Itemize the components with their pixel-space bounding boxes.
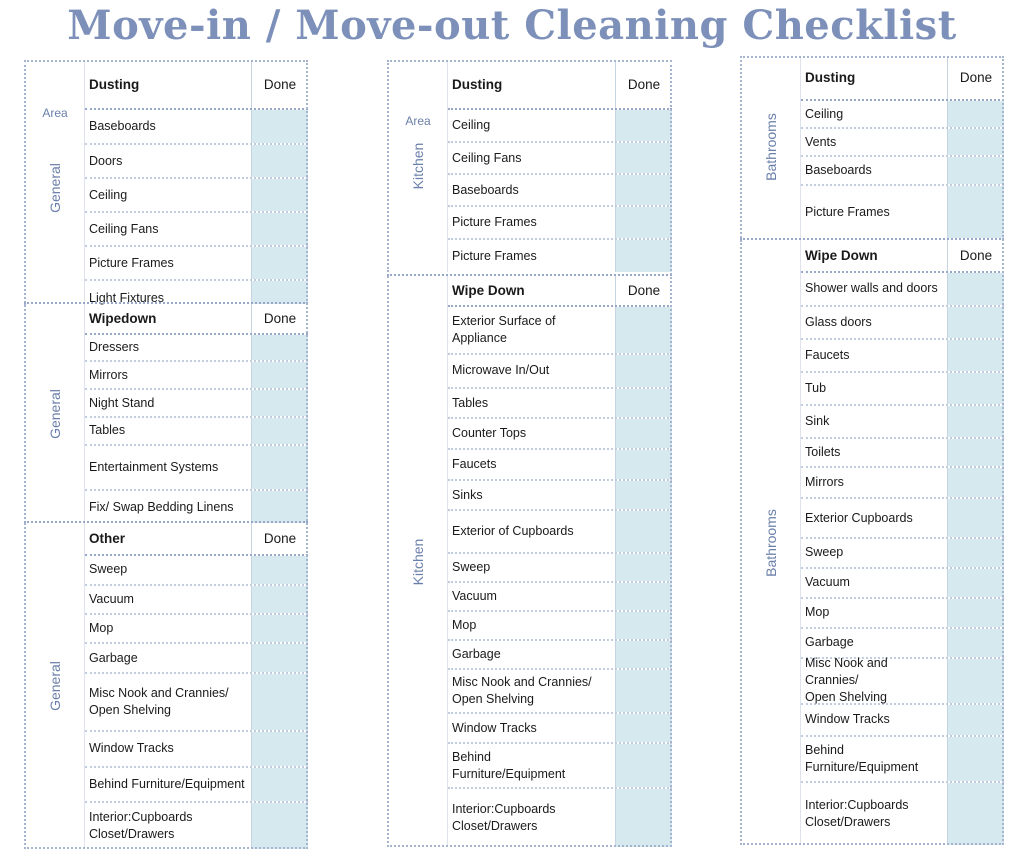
- done-checkbox-cell[interactable]: [615, 450, 672, 479]
- done-checkbox-cell[interactable]: [947, 705, 1004, 736]
- task-list: [800, 240, 1004, 845]
- task-label: Vacuum: [805, 575, 850, 590]
- task-row: [801, 539, 1004, 569]
- section-header-row: [85, 523, 308, 556]
- task-label: Sweep: [452, 559, 491, 574]
- section-header-row: [448, 60, 672, 110]
- done-checkbox-cell[interactable]: [615, 481, 672, 509]
- task-row: [448, 612, 672, 641]
- task-label: Picture Frames: [805, 204, 890, 219]
- task-label: Shower walls and doors: [805, 281, 938, 296]
- task-row: [448, 389, 672, 420]
- task-row: [801, 569, 1004, 599]
- area-column: [740, 240, 800, 845]
- task-label: Vents: [805, 134, 837, 149]
- done-checkbox-cell[interactable]: [947, 737, 1004, 781]
- task-row: [448, 481, 672, 511]
- done-checkbox-cell[interactable]: [615, 175, 672, 205]
- done-checkbox-cell[interactable]: [947, 629, 1004, 657]
- task-row: [85, 213, 308, 247]
- task-label: Window Tracks: [452, 720, 537, 735]
- task-label: Glass doors: [805, 314, 872, 329]
- done-checkbox-cell[interactable]: [947, 273, 1004, 305]
- task-list: [447, 60, 672, 272]
- task-label: Garbage: [452, 646, 501, 661]
- section-header-row: [85, 304, 308, 335]
- task-label: Ceiling: [89, 187, 128, 202]
- task-list: [800, 56, 1004, 238]
- area-column: [387, 60, 447, 272]
- task-label: Ceiling: [805, 106, 844, 121]
- task-list: [84, 523, 308, 849]
- section-header: Wipe Down: [805, 247, 878, 263]
- task-row: [85, 491, 308, 523]
- task-row: [801, 406, 1004, 439]
- area-label: Bathrooms: [763, 508, 779, 577]
- task-label: Toilets: [805, 445, 841, 460]
- task-label: Picture Frames: [452, 215, 537, 229]
- done-checkbox-cell[interactable]: [947, 439, 1004, 466]
- task-row: [801, 439, 1004, 468]
- task-label: Sinks: [452, 487, 483, 502]
- task-label: Mop: [805, 605, 830, 620]
- task-row: [801, 468, 1004, 499]
- done-checkbox-cell[interactable]: [947, 307, 1004, 338]
- area-column: [24, 523, 84, 849]
- task-row: [448, 175, 672, 207]
- task-row: [448, 641, 672, 670]
- task-row: [448, 714, 672, 744]
- task-list: [84, 60, 308, 315]
- section-header: Dusting: [805, 70, 856, 85]
- done-checkbox-cell[interactable]: [615, 670, 672, 713]
- checklist-column: [24, 60, 308, 849]
- task-label: Misc Nook and Crannies/ Open Shelving: [452, 675, 592, 707]
- task-label: Faucets: [805, 347, 850, 362]
- area-column: [24, 60, 84, 315]
- task-row: [801, 129, 1004, 157]
- task-row: [85, 674, 308, 732]
- task-label: Exterior of Cupboards: [452, 524, 574, 539]
- area-label: Kitchen: [410, 538, 426, 585]
- section-header: Dusting: [89, 76, 140, 92]
- area-label: Kitchen: [410, 142, 426, 190]
- done-checkbox-cell[interactable]: [947, 499, 1004, 537]
- done-checkbox-cell[interactable]: [251, 674, 308, 730]
- task-row: [85, 586, 308, 616]
- task-label: Mirrors: [805, 475, 844, 490]
- task-row: [801, 737, 1004, 783]
- done-checkbox-cell[interactable]: [615, 583, 672, 610]
- done-column-header: Done: [251, 60, 308, 108]
- task-list: [447, 276, 672, 847]
- task-row: [85, 179, 308, 213]
- task-row: [85, 110, 308, 145]
- task-label: Microwave In/Out: [452, 363, 550, 378]
- task-row: [85, 418, 308, 446]
- task-row: [801, 783, 1004, 845]
- task-label: Vacuum: [89, 592, 134, 607]
- task-label: Light Fixtures: [89, 290, 165, 305]
- task-label: Window Tracks: [89, 741, 174, 756]
- done-checkbox-cell[interactable]: [947, 129, 1004, 155]
- done-checkbox-cell[interactable]: [251, 768, 308, 802]
- task-label: Sweep: [805, 545, 844, 560]
- done-checkbox-cell[interactable]: [251, 179, 308, 211]
- done-checkbox-cell[interactable]: [251, 390, 308, 416]
- task-label: Ceiling Fans: [89, 221, 159, 236]
- task-list: [84, 304, 308, 523]
- task-label: Faucets: [452, 457, 497, 472]
- task-row: [85, 145, 308, 179]
- done-checkbox-cell[interactable]: [947, 101, 1004, 127]
- task-label: Counter Tops: [452, 426, 527, 441]
- done-checkbox-cell[interactable]: [615, 355, 672, 387]
- done-checkbox-cell[interactable]: [615, 207, 672, 238]
- area-label: General: [47, 388, 63, 439]
- task-row: [448, 670, 672, 715]
- done-checkbox-cell[interactable]: [615, 307, 672, 353]
- task-row: [85, 732, 308, 768]
- done-checkbox-cell[interactable]: [947, 783, 1004, 845]
- section-header-row: [801, 56, 1004, 101]
- done-checkbox-cell[interactable]: [251, 491, 308, 523]
- task-label: Doors: [89, 153, 123, 168]
- task-label: Baseboards: [805, 163, 872, 177]
- task-row: [448, 143, 672, 175]
- done-checkbox-cell[interactable]: [251, 644, 308, 672]
- done-checkbox-cell[interactable]: [251, 418, 308, 444]
- checklist-section: [24, 521, 308, 849]
- task-label: Garbage: [805, 635, 854, 650]
- task-row: [448, 307, 672, 355]
- task-row: [448, 789, 672, 847]
- task-label: Vacuum: [452, 588, 497, 603]
- task-row: [801, 157, 1004, 186]
- task-label: Tables: [452, 395, 489, 410]
- task-label: Behind Furniture/Equipment: [452, 749, 566, 781]
- task-label: Mirrors: [89, 367, 128, 382]
- task-row: [448, 511, 672, 554]
- task-row: [85, 390, 308, 418]
- task-row: [85, 335, 308, 363]
- done-checkbox-cell[interactable]: [947, 569, 1004, 597]
- area-column: [740, 56, 800, 238]
- done-checkbox-cell[interactable]: [947, 373, 1004, 405]
- area-label: Bathrooms: [763, 113, 779, 181]
- checklist-section: [24, 302, 308, 523]
- task-label: Interior:Cupboards Closet/Drawers: [452, 802, 556, 834]
- task-label: Baseboards: [452, 182, 519, 197]
- task-row: [448, 110, 672, 143]
- done-checkbox-cell[interactable]: [251, 732, 308, 766]
- done-column-header: Done: [615, 60, 672, 108]
- task-row: [85, 768, 308, 804]
- task-label: Picture Frames: [89, 255, 174, 270]
- section-header-row: [85, 60, 308, 110]
- section-header: Wipe Down: [452, 282, 525, 298]
- task-label: Night Stand: [89, 395, 155, 410]
- checklist-section: [740, 56, 1004, 238]
- done-checkbox-cell[interactable]: [947, 340, 1004, 371]
- area-column: [387, 276, 447, 847]
- task-label: Dressers: [89, 340, 140, 355]
- task-row: [85, 803, 308, 849]
- task-row: [448, 583, 672, 612]
- done-checkbox-cell[interactable]: [615, 554, 672, 581]
- section-header-row: [448, 276, 672, 307]
- task-row: [448, 419, 672, 450]
- task-row: [801, 656, 1004, 705]
- task-row: [85, 556, 308, 586]
- task-label: Mop: [452, 617, 477, 632]
- done-column-header: Done: [615, 276, 672, 305]
- area-label: General: [47, 661, 63, 711]
- task-row: [448, 450, 672, 481]
- done-checkbox-cell[interactable]: [251, 335, 308, 361]
- section-header-row: [801, 240, 1004, 273]
- task-row: [85, 362, 308, 390]
- task-row: [801, 373, 1004, 407]
- done-checkbox-cell[interactable]: [947, 186, 1004, 238]
- page-title: Move-in / Move-out Cleaning Checklist: [67, 2, 957, 49]
- task-row: [448, 240, 672, 272]
- done-column-header: Done: [947, 56, 1004, 99]
- task-label: Interior:Cupboards Closet/Drawers: [805, 798, 909, 830]
- done-checkbox-cell[interactable]: [251, 615, 308, 642]
- done-checkbox-cell[interactable]: [251, 110, 308, 143]
- done-checkbox-cell[interactable]: [251, 247, 308, 279]
- done-checkbox-cell[interactable]: [615, 789, 672, 847]
- task-row: [801, 499, 1004, 539]
- task-row: [801, 186, 1004, 238]
- done-checkbox-cell[interactable]: [251, 213, 308, 245]
- done-checkbox-cell[interactable]: [615, 240, 672, 272]
- area-column: [24, 304, 84, 523]
- done-checkbox-cell[interactable]: [615, 511, 672, 552]
- task-row: [801, 307, 1004, 340]
- section-header: Wipedown: [89, 310, 157, 326]
- done-checkbox-cell[interactable]: [615, 612, 672, 639]
- task-label: Exterior Surface of Appliance: [452, 313, 556, 345]
- done-column-header: Done: [251, 304, 308, 333]
- done-checkbox-cell[interactable]: [251, 556, 308, 584]
- task-label: Mop: [89, 621, 114, 636]
- checklist-section: [24, 60, 308, 315]
- task-label: Interior:Cupboards Closet/Drawers: [89, 810, 193, 842]
- checklist-section: [387, 60, 672, 272]
- done-checkbox-cell[interactable]: [251, 446, 308, 490]
- task-label: Exterior Cupboards: [805, 510, 913, 525]
- task-row: [85, 644, 308, 674]
- task-row: [801, 340, 1004, 373]
- done-checkbox-cell[interactable]: [947, 468, 1004, 497]
- task-row: [85, 247, 308, 281]
- area-label: General: [47, 162, 63, 213]
- done-checkbox-cell[interactable]: [947, 659, 1004, 703]
- section-header: Other: [89, 530, 126, 546]
- checklist-column: [740, 56, 1004, 845]
- task-row: [801, 273, 1004, 307]
- task-row: [85, 615, 308, 644]
- done-column-header: Done: [251, 523, 308, 554]
- task-row: [448, 554, 672, 583]
- task-row: [448, 207, 672, 240]
- done-checkbox-cell[interactable]: [615, 641, 672, 668]
- done-checkbox-cell[interactable]: [251, 362, 308, 388]
- task-label: Picture Frames: [452, 248, 537, 263]
- task-label: Fix/ Swap Bedding Linens: [89, 499, 234, 514]
- task-row: [448, 355, 672, 389]
- section-header: Dusting: [452, 76, 503, 92]
- task-label: Ceiling: [452, 118, 491, 132]
- checklist-column: [387, 60, 672, 847]
- done-checkbox-cell[interactable]: [615, 744, 672, 787]
- done-checkbox-cell[interactable]: [615, 714, 672, 742]
- done-checkbox-cell[interactable]: [615, 389, 672, 418]
- checklist-section: [740, 238, 1004, 845]
- done-checkbox-cell[interactable]: [615, 419, 672, 448]
- done-checkbox-cell[interactable]: [947, 599, 1004, 627]
- task-label: Sink: [805, 414, 830, 429]
- task-label: Ceiling Fans: [452, 150, 522, 165]
- task-label: Tub: [805, 380, 827, 395]
- task-label: Garbage: [89, 650, 138, 665]
- done-checkbox-cell[interactable]: [251, 145, 308, 177]
- done-checkbox-cell[interactable]: [947, 539, 1004, 567]
- done-checkbox-cell[interactable]: [615, 143, 672, 173]
- task-row: [85, 446, 308, 492]
- task-label: Window Tracks: [805, 712, 890, 727]
- area-header-label: Area: [405, 114, 431, 128]
- done-checkbox-cell[interactable]: [947, 406, 1004, 437]
- task-row: [448, 744, 672, 789]
- task-label: Behind Furniture/Equipment: [805, 743, 919, 775]
- done-checkbox-cell[interactable]: [615, 110, 672, 141]
- done-checkbox-cell[interactable]: [947, 157, 1004, 184]
- task-row: [801, 599, 1004, 629]
- task-label: Entertainment Systems: [89, 460, 219, 474]
- done-checkbox-cell[interactable]: [251, 586, 308, 614]
- task-label: Baseboards: [89, 119, 156, 133]
- done-checkbox-cell[interactable]: [251, 803, 308, 849]
- checklist-section: [387, 274, 672, 847]
- task-label: Sweep: [89, 562, 128, 577]
- task-label: Tables: [89, 423, 126, 438]
- task-row: [801, 101, 1004, 129]
- task-label: Misc Nook and Crannies/ Open Shelving: [89, 685, 229, 717]
- task-label: Behind Furniture/Equipment: [89, 776, 245, 791]
- task-label: Misc Nook and Crannies/ Open Shelving: [805, 656, 888, 705]
- task-row: [801, 705, 1004, 738]
- done-column-header: Done: [947, 240, 1004, 271]
- area-header-label: Area: [42, 106, 68, 120]
